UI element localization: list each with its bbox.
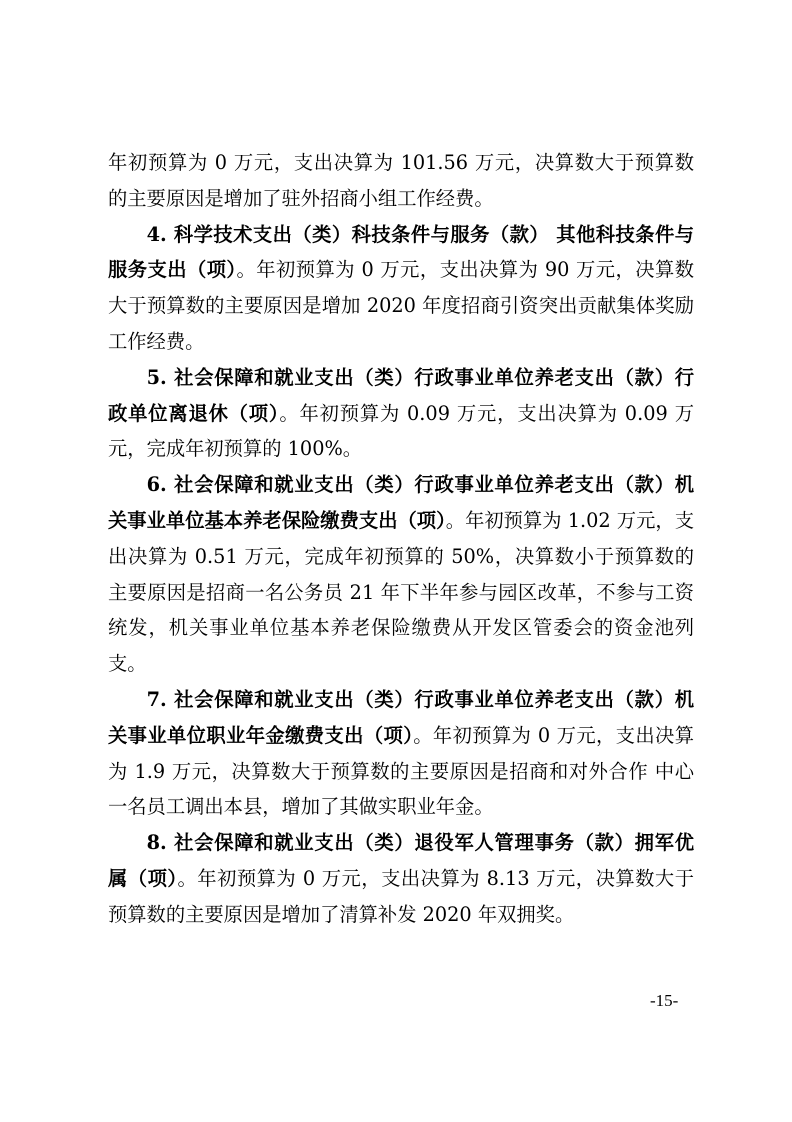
paragraph-item-5	[108, 360, 694, 467]
page-number: -15-	[650, 991, 679, 1010]
item-heading: 4. 科学技术支出（类）科技条件与服务（款） 其他科技条件与服务支出（项）	[108, 222, 694, 282]
paragraph-text: 。年初预算为 0.09 万元，支出决算为 0.09 万元，完成年初预算的 100%。	[108, 401, 694, 461]
paragraph-item-8	[108, 825, 694, 932]
paragraph-text: 。年初预算为 0 万元，支出决算为 1.9 万元，决算数大于预算数的主要原因是招商和对外合作 中心一名员工调出本县，增加了其做实职业年金。	[108, 723, 694, 819]
paragraph-text: 。年初预算为 1.02 万元，支出决算为 0.51 万元，完成年初预算的 50%，决算数小于预算数的主要原因是招商一名公务员 21 年下半年参与园区改革，不参与工资统发，机关事业单位基本养老保险缴费从开发区管委会的资金池列支。	[108, 508, 694, 676]
item-heading: 8. 社会保障和就业支出（类）退役军人管理事务（款）拥军优属（项）	[108, 831, 694, 890]
document-body	[108, 145, 694, 933]
paragraph-item-7	[108, 682, 694, 825]
paragraph-continuation	[108, 145, 694, 217]
paragraph-text: 。年初预算为 0 万元，支出决算为 90 万元，决算数大于预算数的主要原因是增加 2020 年度招商引资突出贡献集体奖励工作经费。	[108, 258, 694, 353]
paragraph-text: 。年初预算为 0 万元，支出决算为 8.13 万元，决算数大于预算数的主要原因是增加了清算补发 2020 年双拥奖。	[108, 866, 694, 926]
item-heading: 7. 社会保障和就业支出（类）行政事业单位养老支出（款）机关事业单位职业年金缴费支出（项）	[108, 687, 694, 747]
paragraph-text: 年初预算为 0 万元，支出决算为 101.56 万元，决算数大于预算数的主要原因是增加了驻外招商小组工作经费。	[108, 151, 694, 210]
item-heading: 6. 社会保障和就业支出（类）行政事业单位养老支出（款）机关事业单位基本养老保险缴费支出（项）	[108, 473, 694, 532]
paragraph-item-4	[108, 217, 694, 360]
item-heading: 5. 社会保障和就业支出（类）行政事业单位养老支出（款）行政单位离退休（项）	[108, 365, 694, 425]
paragraph-item-6	[108, 467, 694, 682]
